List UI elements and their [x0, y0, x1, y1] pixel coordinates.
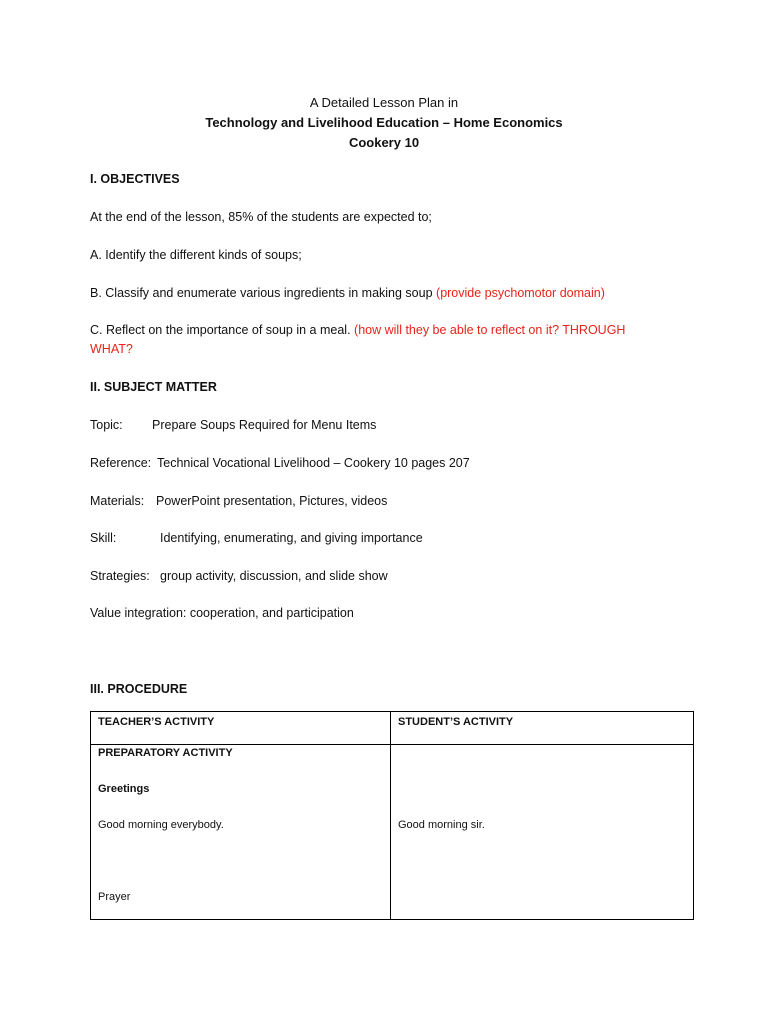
greetings-title: Greetings	[98, 783, 150, 795]
procedure-table	[90, 711, 694, 920]
doc-title-line-2: Technology and Livelihood Education – Home Economics	[205, 115, 563, 130]
value-integration: Value integration: cooperation, and participation	[90, 606, 354, 620]
teacher-activity-header	[91, 712, 391, 745]
objective-c-text: C. Reflect on the importance of soup in a meal.	[90, 323, 351, 337]
strategies-value: group activity, discussion, and slide show	[160, 569, 388, 583]
procedure-header-row	[91, 712, 694, 745]
skill-row	[90, 531, 423, 545]
teacher-activity-header-label: TEACHER’S ACTIVITY	[98, 716, 215, 728]
student-greeting-text: Good morning sir.	[398, 819, 485, 831]
reference-row	[90, 456, 470, 470]
subject-matter-heading: II. SUBJECT MATTER	[90, 380, 217, 394]
reference-value: Technical Vocational Livelihood – Cookery 10 pages 207	[157, 456, 470, 470]
objective-b-annotation: (provide psychomotor domain)	[436, 286, 605, 300]
objective-b-text: B. Classify and enumerate various ingredients in making soup	[90, 286, 433, 300]
doc-title-line-3: Cookery 10	[348, 135, 420, 150]
teacher-activity-cell	[91, 745, 391, 920]
prayer-title: Prayer	[98, 891, 131, 903]
strategies-row	[90, 569, 388, 583]
skill-value: Identifying, enumerating, and giving importance	[160, 531, 423, 545]
topic-value: Prepare Soups Required for Menu Items	[152, 418, 377, 432]
doc-title-line-1: A Detailed Lesson Plan in	[309, 95, 459, 110]
materials-row	[90, 494, 387, 508]
objective-a: A. Identify the different kinds of soups;	[90, 248, 302, 262]
procedure-row-preparatory	[91, 745, 694, 920]
preparatory-activity-title: PREPARATORY ACTIVITY	[98, 747, 233, 759]
student-activity-header-label: STUDENT’S ACTIVITY	[398, 716, 514, 728]
teacher-greeting-text: Good morning everybody.	[98, 819, 224, 831]
objective-c-annotation: (how will they be able to reflect on it? THROUGH	[354, 323, 626, 337]
materials-label: Materials:	[90, 494, 145, 508]
topic-row	[90, 418, 376, 432]
procedure-heading: III. PROCEDURE	[90, 682, 188, 696]
topic-label: Topic:	[90, 418, 123, 432]
reference-label: Reference:	[90, 456, 152, 470]
strategies-label: Strategies:	[90, 569, 150, 583]
objectives-heading: I. OBJECTIVES	[90, 172, 180, 186]
materials-value: PowerPoint presentation, Pictures, videos	[156, 494, 388, 508]
objectives-intro: At the end of the lesson, 85% of the students are expected to;	[90, 210, 432, 224]
student-activity-header	[391, 712, 694, 745]
objective-b	[90, 286, 605, 300]
objective-c-annotation-cont: WHAT?	[90, 342, 133, 356]
student-activity-cell	[391, 745, 694, 920]
objective-c	[90, 323, 625, 337]
skill-label: Skill:	[90, 531, 117, 545]
